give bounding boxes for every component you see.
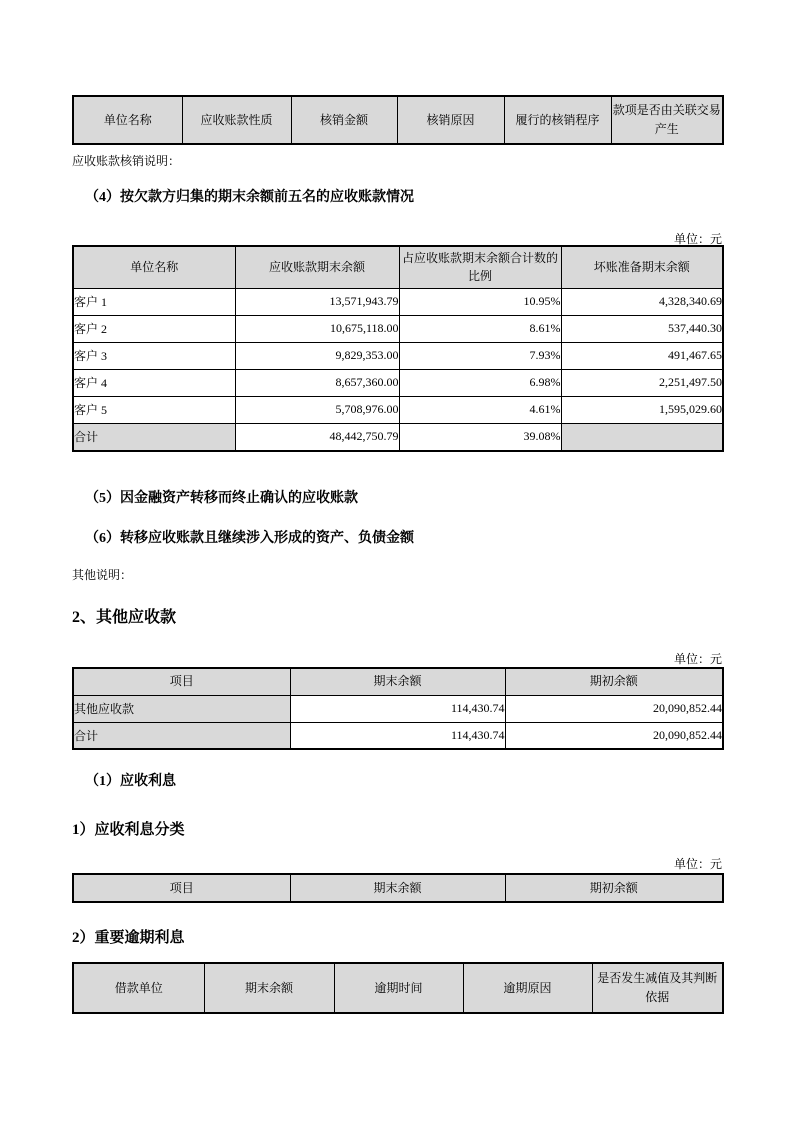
interest-title: （1）应收利息 bbox=[85, 774, 176, 789]
top5-total-row bbox=[73, 423, 723, 451]
top5-total-balance: 48,442,750.79 bbox=[235, 423, 399, 451]
top5-header-cell: 单位名称 bbox=[73, 246, 235, 288]
interest-classify-header-cell: 项目 bbox=[73, 874, 290, 902]
top5-total-ratio: 39.08% bbox=[399, 423, 561, 451]
top5-row bbox=[73, 315, 723, 342]
top5-cell-ratio: 10.95% bbox=[399, 288, 561, 315]
other-receivables-header-cell: 项目 bbox=[73, 668, 290, 695]
writeoff-header-cell: 款项是否由关联交易产生 bbox=[611, 96, 723, 144]
other-receivables-header-cell: 期末余额 bbox=[290, 668, 505, 695]
writeoff-table bbox=[72, 95, 724, 145]
interest-overdue-header-cell: 期末余额 bbox=[204, 963, 334, 1013]
other-receivables-item: 其他应收款 bbox=[73, 695, 290, 722]
top5-row bbox=[73, 369, 723, 396]
other-receivables-title: 2、其他应收款 bbox=[72, 609, 177, 626]
interest-overdue-header-cell: 是否发生减值及其判断依据 bbox=[592, 963, 723, 1013]
other-receivables-total-ending: 114,430.74 bbox=[290, 722, 505, 749]
interest-overdue-table bbox=[72, 962, 724, 1014]
unit-label-other: 单位：元 bbox=[673, 652, 722, 666]
top5-header-cell: 坏账准备期末余额 bbox=[561, 246, 723, 288]
writeoff-header-cell: 履行的核销程序 bbox=[504, 96, 611, 144]
top5-cell-balance: 13,571,943.79 bbox=[235, 288, 399, 315]
other-receivables-row bbox=[73, 695, 723, 722]
other-receivables-beginning: 20,090,852.44 bbox=[505, 695, 723, 722]
section5-title: （5）因金融资产转移而终止确认的应收账款 bbox=[85, 491, 358, 506]
writeoff-note: 应收账款核销说明： bbox=[72, 154, 181, 168]
interest-classify-header-cell: 期初余额 bbox=[505, 874, 723, 902]
top5-cell-balance: 8,657,360.00 bbox=[235, 369, 399, 396]
writeoff-header-row bbox=[73, 96, 723, 144]
interest-overdue-header-cell: 借款单位 bbox=[73, 963, 204, 1013]
interest-classify-title: 1）应收利息分类 bbox=[72, 822, 185, 838]
other-receivables-header-row bbox=[73, 668, 723, 695]
writeoff-header-cell: 应收账款性质 bbox=[182, 96, 291, 144]
top5-row bbox=[73, 396, 723, 423]
top5-header-row bbox=[73, 246, 723, 288]
top5-cell-provision: 1,595,029.60 bbox=[561, 396, 723, 423]
top5-row bbox=[73, 342, 723, 369]
top5-cell-ratio: 7.93% bbox=[399, 342, 561, 369]
top5-cell-ratio: 8.61% bbox=[399, 315, 561, 342]
other-receivables-table bbox=[72, 667, 724, 750]
top5-cell-ratio: 4.61% bbox=[399, 396, 561, 423]
unit-label-interest: 单位：元 bbox=[673, 857, 722, 871]
interest-overdue-title: 2）重要逾期利息 bbox=[72, 930, 185, 946]
section6-title: （6）转移应收账款且继续涉入形成的资产、负债金额 bbox=[85, 531, 414, 546]
interest-overdue-header-cell: 逾期时间 bbox=[334, 963, 463, 1013]
interest-classify-table bbox=[72, 873, 724, 903]
top5-cell-provision: 4,328,340.69 bbox=[561, 288, 723, 315]
writeoff-header-cell: 核销原因 bbox=[397, 96, 504, 144]
top5-total-provision bbox=[561, 423, 723, 451]
top5-cell-provision: 537,440.30 bbox=[561, 315, 723, 342]
top5-header-cell: 占应收账款期末余额合计数的比例 bbox=[399, 246, 561, 288]
top5-cell-name: 客户 2 bbox=[73, 315, 235, 342]
other-receivables-header-cell: 期初余额 bbox=[505, 668, 723, 695]
top5-total-label: 合计 bbox=[73, 423, 235, 451]
top5-cell-ratio: 6.98% bbox=[399, 369, 561, 396]
top5-table bbox=[72, 245, 724, 452]
top5-row bbox=[73, 288, 723, 315]
interest-classify-header-row bbox=[73, 874, 723, 902]
top5-header-cell: 应收账款期末余额 bbox=[235, 246, 399, 288]
writeoff-header-cell: 单位名称 bbox=[73, 96, 182, 144]
other-receivables-total-label: 合计 bbox=[73, 722, 290, 749]
top5-cell-provision: 491,467.65 bbox=[561, 342, 723, 369]
top5-cell-balance: 5,708,976.00 bbox=[235, 396, 399, 423]
unit-label-top5: 单位：元 bbox=[673, 232, 722, 246]
top5-cell-name: 客户 5 bbox=[73, 396, 235, 423]
other-receivables-ending: 114,430.74 bbox=[290, 695, 505, 722]
top5-cell-balance: 9,829,353.00 bbox=[235, 342, 399, 369]
interest-classify-header-cell: 期末余额 bbox=[290, 874, 505, 902]
writeoff-header-cell: 核销金额 bbox=[291, 96, 397, 144]
other-note: 其他说明： bbox=[72, 568, 133, 582]
other-receivables-total-beginning: 20,090,852.44 bbox=[505, 722, 723, 749]
section4-title: （4）按欠款方归集的期末余额前五名的应收账款情况 bbox=[85, 190, 414, 205]
interest-overdue-header-cell: 逾期原因 bbox=[463, 963, 592, 1013]
top5-cell-name: 客户 3 bbox=[73, 342, 235, 369]
interest-overdue-header-row bbox=[73, 963, 723, 1013]
top5-cell-name: 客户 1 bbox=[73, 288, 235, 315]
other-receivables-total-row bbox=[73, 722, 723, 749]
top5-cell-balance: 10,675,118.00 bbox=[235, 315, 399, 342]
top5-cell-provision: 2,251,497.50 bbox=[561, 369, 723, 396]
top5-cell-name: 客户 4 bbox=[73, 369, 235, 396]
